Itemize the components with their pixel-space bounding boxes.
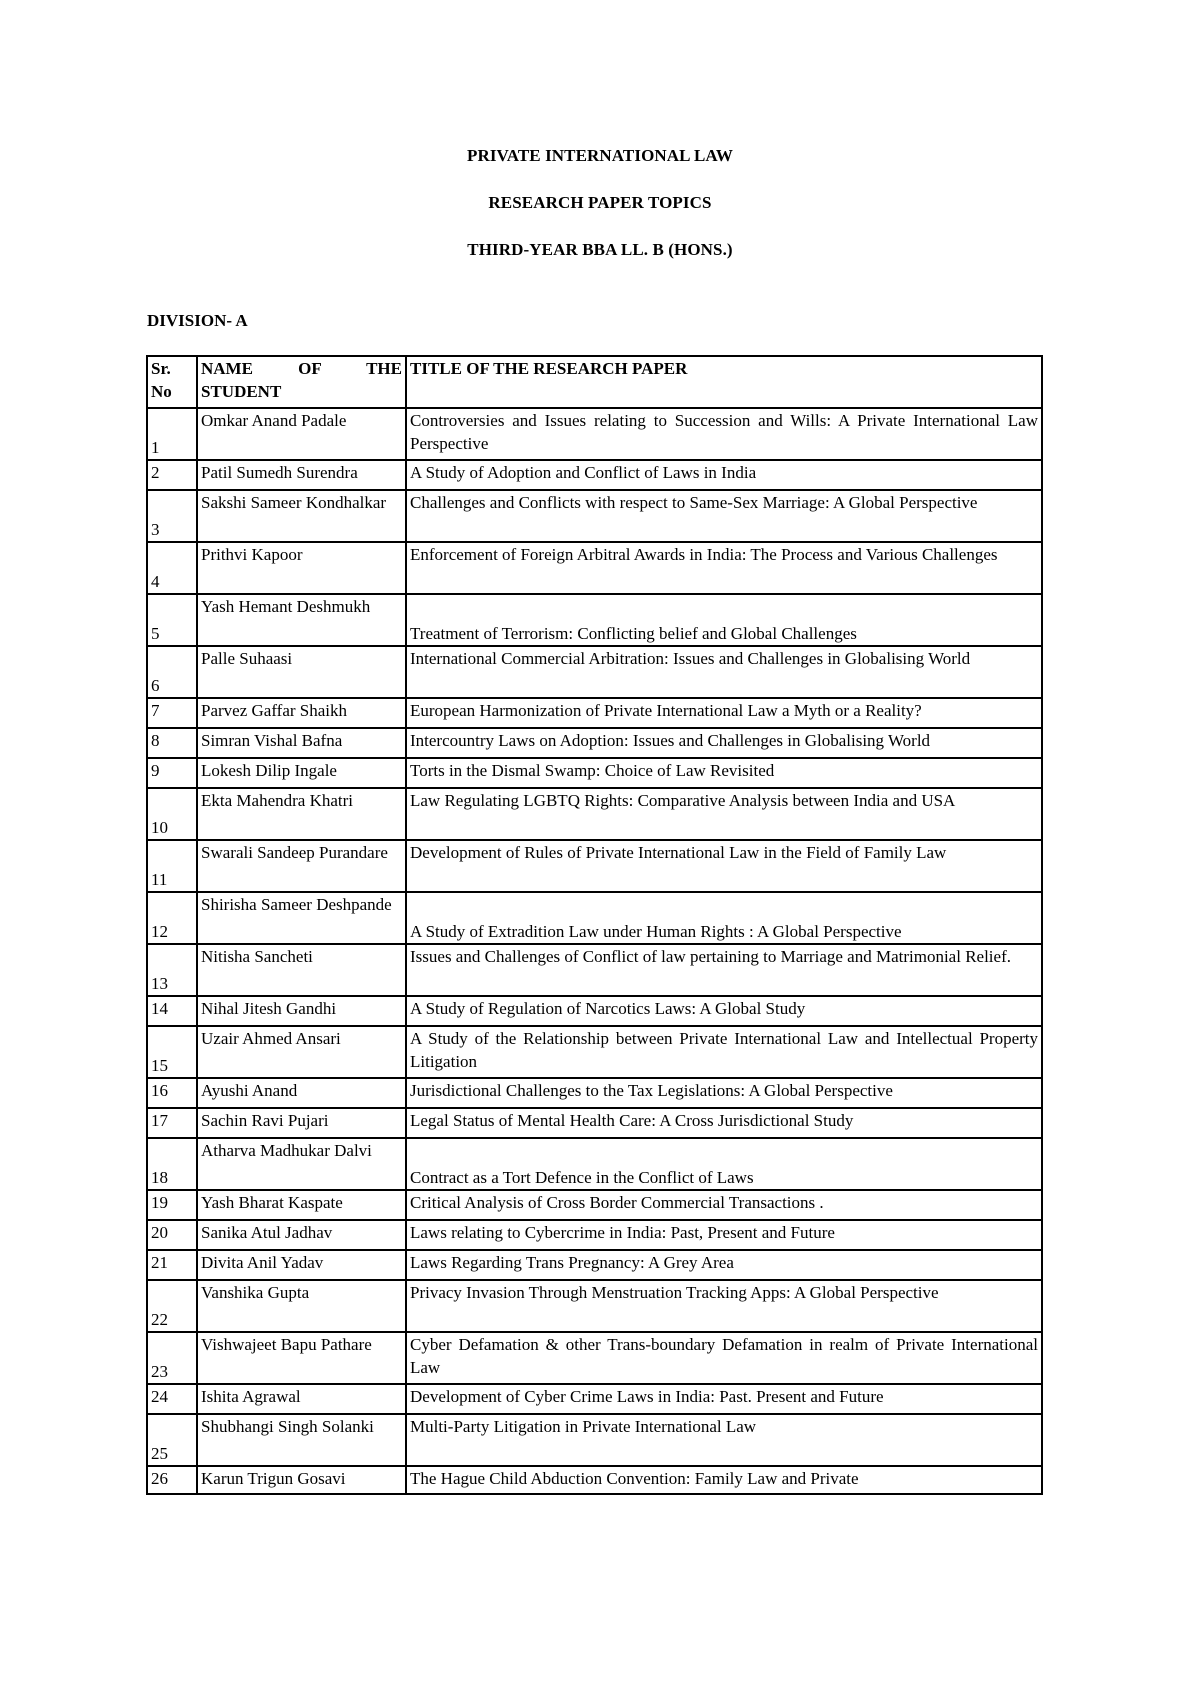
table-row [147,408,1042,460]
table-row [147,542,1042,594]
table-row [147,996,1042,1026]
row-paper-title: Cyber Defamation & other Trans-boundary Defamation in realm of Private International Law [406,1332,1042,1384]
table-row [147,646,1042,698]
row-sr-no: 4 [147,542,197,594]
row-paper-title: Laws Regarding Trans Pregnancy: A Grey Area [406,1250,1042,1280]
row-student-name: Palle Suhaasi [197,646,406,698]
row-student-name: Simran Vishal Bafna [197,728,406,758]
row-student-name: Ishita Agrawal [197,1384,406,1414]
header-paper-title: TITLE OF THE RESEARCH PAPER [406,356,1042,408]
table-row [147,1078,1042,1108]
row-sr-no: 24 [147,1384,197,1414]
table-row [147,1250,1042,1280]
row-paper-title: Challenges and Conflicts with respect to Same-Sex Marriage: A Global Perspective [406,490,1042,542]
row-student-name: Nihal Jitesh Gandhi [197,996,406,1026]
document-subtitle: RESEARCH PAPER TOPICS [488,193,712,212]
row-paper-title: Torts in the Dismal Swamp: Choice of Law Revisited [406,758,1042,788]
row-student-name: Parvez Gaffar Shaikh [197,698,406,728]
table-row [147,1108,1042,1138]
division-heading: DIVISION- A [147,311,248,330]
row-sr-no: 26 [147,1466,197,1494]
row-sr-no: 15 [147,1026,197,1078]
row-student-name: Patil Sumedh Surendra [197,460,406,490]
row-student-name: Sachin Ravi Pujari [197,1108,406,1138]
row-student-name: Vanshika Gupta [197,1280,406,1332]
course-name: THIRD-YEAR BBA LL. B (HONS.) [467,240,733,259]
row-sr-no: 16 [147,1078,197,1108]
header-sr-no: Sr. No [147,356,197,408]
row-sr-no: 1 [147,408,197,460]
table-row [147,1332,1042,1384]
row-sr-no: 12 [147,892,197,944]
row-paper-title: A Study of Extradition Law under Human Rights : A Global Perspective [406,892,1042,944]
row-paper-title: Controversies and Issues relating to Succession and Wills: A Private International Law Perspective [406,408,1042,460]
row-student-name: Shirisha Sameer Deshpande [197,892,406,944]
row-sr-no: 7 [147,698,197,728]
table-row [147,460,1042,490]
row-sr-no: 17 [147,1108,197,1138]
row-paper-title: Privacy Invasion Through Menstruation Tracking Apps: A Global Perspective [406,1280,1042,1332]
table-header-row [147,356,1042,408]
row-sr-no: 22 [147,1280,197,1332]
row-paper-title: Legal Status of Mental Health Care: A Cross Jurisdictional Study [406,1108,1042,1138]
table-row [147,1138,1042,1190]
table-row [147,698,1042,728]
row-paper-title: Critical Analysis of Cross Border Commercial Transactions . [406,1190,1042,1220]
row-student-name: Nitisha Sancheti [197,944,406,996]
row-sr-no: 13 [147,944,197,996]
row-paper-title: Contract as a Tort Defence in the Conflict of Laws [406,1138,1042,1190]
table-row [147,892,1042,944]
table-row [147,788,1042,840]
research-topics-table [146,355,1043,1495]
row-sr-no: 3 [147,490,197,542]
row-student-name: Shubhangi Singh Solanki [197,1414,406,1466]
table-row [147,490,1042,542]
row-student-name: Prithvi Kapoor [197,542,406,594]
table-row [147,1026,1042,1078]
row-sr-no: 8 [147,728,197,758]
table-row [147,1466,1042,1494]
row-paper-title: European Harmonization of Private International Law a Myth or a Reality? [406,698,1042,728]
table-row [147,944,1042,996]
row-paper-title: Issues and Challenges of Conflict of law pertaining to Marriage and Matrimonial Relief. [406,944,1042,996]
row-student-name: Vishwajeet Bapu Pathare [197,1332,406,1384]
row-sr-no: 21 [147,1250,197,1280]
row-student-name: Yash Bharat Kaspate [197,1190,406,1220]
row-sr-no: 19 [147,1190,197,1220]
row-student-name: Divita Anil Yadav [197,1250,406,1280]
row-paper-title: Treatment of Terrorism: Conflicting belief and Global Challenges [406,594,1042,646]
header-student-name: NAME OF THE STUDENT [197,356,406,408]
row-sr-no: 9 [147,758,197,788]
table-row [147,1414,1042,1466]
row-paper-title: Development of Rules of Private International Law in the Field of Family Law [406,840,1042,892]
table-row [147,594,1042,646]
row-paper-title: Law Regulating LGBTQ Rights: Comparative Analysis between India and USA [406,788,1042,840]
row-student-name: Uzair Ahmed Ansari [197,1026,406,1078]
row-paper-title: A Study of Regulation of Narcotics Laws: A Global Study [406,996,1042,1026]
row-student-name: Sakshi Sameer Kondhalkar [197,490,406,542]
row-sr-no: 5 [147,594,197,646]
row-paper-title: Multi-Party Litigation in Private International Law [406,1414,1042,1466]
row-sr-no: 10 [147,788,197,840]
row-student-name: Yash Hemant Deshmukh [197,594,406,646]
table-body [147,408,1042,1494]
table-row [147,758,1042,788]
row-sr-no: 20 [147,1220,197,1250]
row-sr-no: 18 [147,1138,197,1190]
row-student-name: Ekta Mahendra Khatri [197,788,406,840]
row-sr-no: 2 [147,460,197,490]
row-student-name: Atharva Madhukar Dalvi [197,1138,406,1190]
row-paper-title: Intercountry Laws on Adoption: Issues and Challenges in Globalising World [406,728,1042,758]
table-row [147,1190,1042,1220]
table-row [147,1280,1042,1332]
row-sr-no: 14 [147,996,197,1026]
row-student-name: Omkar Anand Padale [197,408,406,460]
row-paper-title: A Study of Adoption and Conflict of Laws in India [406,460,1042,490]
row-student-name: Karun Trigun Gosavi [197,1466,406,1494]
row-student-name: Sanika Atul Jadhav [197,1220,406,1250]
row-sr-no: 6 [147,646,197,698]
row-sr-no: 23 [147,1332,197,1384]
table-row [147,1384,1042,1414]
row-student-name: Swarali Sandeep Purandare [197,840,406,892]
row-paper-title: A Study of the Relationship between Private International Law and Intellectual Property Litigation [406,1026,1042,1078]
row-paper-title: Jurisdictional Challenges to the Tax Legislations: A Global Perspective [406,1078,1042,1108]
row-student-name: Ayushi Anand [197,1078,406,1108]
row-sr-no: 11 [147,840,197,892]
row-paper-title: Laws relating to Cybercrime in India: Past, Present and Future [406,1220,1042,1250]
row-paper-title: The Hague Child Abduction Convention: Family Law and Private [406,1466,1042,1494]
document-title: PRIVATE INTERNATIONAL LAW [466,146,734,165]
row-paper-title: Enforcement of Foreign Arbitral Awards in India: The Process and Various Challenges [406,542,1042,594]
row-paper-title: Development of Cyber Crime Laws in India: Past. Present and Future [406,1384,1042,1414]
table-row [147,840,1042,892]
table-row [147,728,1042,758]
row-student-name: Lokesh Dilip Ingale [197,758,406,788]
table-row [147,1220,1042,1250]
row-paper-title: International Commercial Arbitration: Issues and Challenges in Globalising World [406,646,1042,698]
row-sr-no: 25 [147,1414,197,1466]
